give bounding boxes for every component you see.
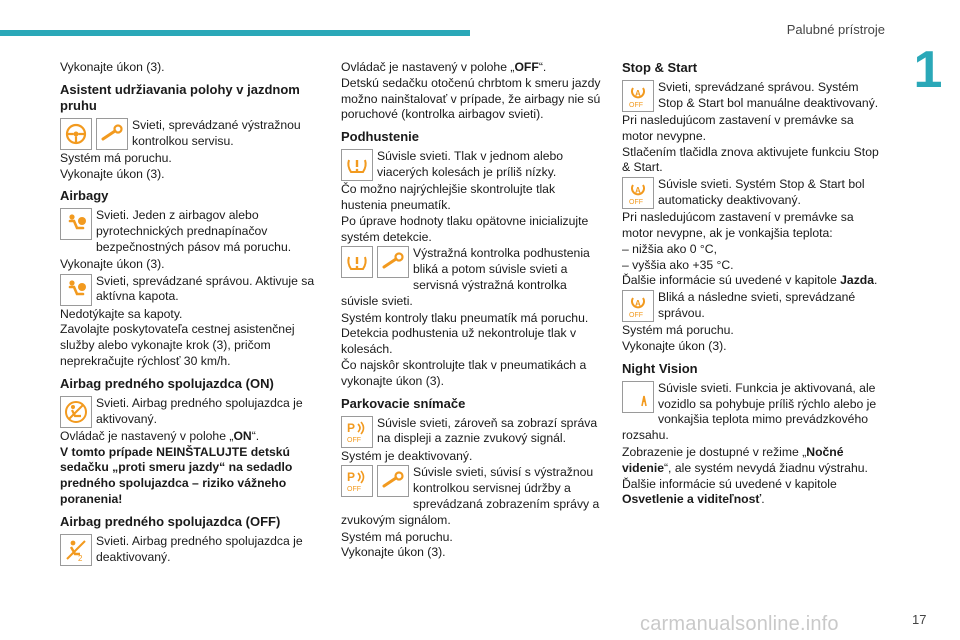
section-title-airbag-off: Airbag predného spolujazdca (OFF) bbox=[60, 513, 281, 529]
page-header-title: Palubné prístroje bbox=[786, 22, 885, 37]
icon-description: Svieti. Jeden z airbagov alebo pyrotechnických prednapínačov bezpečnostných pásov má poruchu. bbox=[96, 208, 292, 254]
svg-text:P: P bbox=[347, 470, 356, 485]
airbag-on-icon bbox=[60, 396, 92, 428]
icon-description: Výstražná kontrolka podhustenia bliká a potom súvisle svieti a servisná výstražná kontrolka súvisle svieti. bbox=[341, 246, 590, 308]
list-item: – vyššia ako +35 °C. bbox=[622, 257, 734, 272]
paragraph: Čo možno najrýchlejšie skontrolujte tlak hustenia pneumatík. bbox=[341, 182, 556, 212]
section-title-underinflation: Podhustenie bbox=[341, 129, 420, 145]
icon-description: Súvisle svieti, zároveň sa zobrazí správa na displeji a zaznie zvukový signál. bbox=[377, 415, 598, 446]
night-vision-icon bbox=[622, 381, 654, 413]
warning-entry bbox=[622, 177, 884, 209]
paragraph: Čo najskôr skontrolujte tlak v pneumatikách a vykonajte úkon (3). bbox=[341, 357, 587, 388]
paragraph: Pri nasledujúcom zastavení v premávke sa motor nevypne. bbox=[622, 113, 854, 143]
stop-start-off-icon bbox=[622, 177, 654, 209]
svg-text:OFF: OFF bbox=[629, 199, 643, 207]
icon-description: Súvisle svieti. Systém Stop & Start bol automaticky deaktivovaný. bbox=[658, 177, 865, 207]
svg-text:OFF: OFF bbox=[347, 486, 361, 494]
icon-description: Svieti. Airbag predného spolujazdca je deaktivovaný. bbox=[96, 533, 303, 564]
warning-entry bbox=[60, 208, 322, 255]
paragraph: Ďalšie informácie sú uvedené v kapitole Jazda. bbox=[622, 273, 878, 288]
paragraph: Vykonajte úkon (3). bbox=[60, 60, 165, 74]
warning-entry bbox=[341, 246, 603, 309]
svg-text:OFF: OFF bbox=[629, 102, 643, 109]
parking-sensor-off-icon bbox=[341, 465, 373, 497]
paragraph: Vykonajte úkon (3). bbox=[60, 256, 165, 271]
stop-start-off-icon bbox=[622, 290, 654, 322]
paragraph: Detskú sedačku otočenú chrbtom k smeru jazdy možno nainštalovať v prípade, že airbagy nie sú poruchové (kontrolka airbagov svieti). bbox=[341, 75, 601, 122]
svg-text:A: A bbox=[635, 186, 641, 196]
paragraph: Ovládač je nastavený v polohe „ON“. bbox=[60, 428, 260, 443]
tire-pressure-icon bbox=[341, 149, 373, 181]
svg-text:A: A bbox=[635, 89, 641, 98]
warning-entry bbox=[622, 290, 884, 322]
paragraph: Po úprave hodnoty tlaku opätovne inicializujte systém detekcie. bbox=[341, 213, 589, 244]
paragraph: Vykonajte úkon (3). bbox=[60, 166, 165, 181]
airbag-off-icon bbox=[60, 534, 92, 566]
airbag-icon bbox=[60, 274, 92, 306]
paragraph: Ovládač je nastavený v polohe „OFF“. bbox=[341, 60, 547, 74]
paragraph: Systém kontroly tlaku pneumatík má poruchu. bbox=[341, 310, 589, 325]
icon-description: Súvisle svieti. Tlak v jednom alebo viacerých kolesách je príliš nízky. bbox=[377, 149, 564, 179]
warning-entry bbox=[622, 381, 884, 444]
icon-description: Svieti, sprevádzané správou. Aktivuje sa aktívna kapota. bbox=[96, 273, 315, 304]
paragraph: Vykonajte úkon (3). bbox=[622, 338, 727, 353]
icon-description: Svieti, sprevádzané výstražnou kontrolkou servisu. bbox=[132, 117, 301, 148]
list-item: – nižšia ako 0 °C, bbox=[622, 241, 717, 256]
paragraph: Zobrazenie je dostupné v režime „Nočné videnie“, ale systém nevydá žiadnu výstrahu. bbox=[622, 444, 868, 475]
paragraph: Vykonajte úkon (3). bbox=[341, 545, 446, 560]
section-title-airbag-on: Airbag predného spolujazdca (ON) bbox=[60, 375, 274, 391]
svg-text:A: A bbox=[635, 299, 641, 309]
section-title-night-vision: Night Vision bbox=[622, 360, 698, 376]
paragraph: Systém má poruchu. bbox=[622, 323, 734, 338]
wrench-icon bbox=[96, 118, 128, 150]
icon-description: Súvisle svieti, súvisí s výstražnou kontrolkou servisnej údržby a sprevádzaná zobrazením správy a zvukovým signálom. bbox=[341, 465, 600, 527]
svg-text:P: P bbox=[347, 420, 356, 435]
paragraph: Systém je deaktivovaný. bbox=[341, 448, 473, 463]
section-title-airbags: Airbagy bbox=[60, 188, 109, 204]
parking-sensor-off-icon bbox=[341, 416, 373, 448]
wrench-icon bbox=[377, 246, 409, 278]
section-title-parking-sensors: Parkovacie snímače bbox=[341, 395, 466, 411]
paragraph: Detekcia podhustenia už nekontroluje tlak v kolesách. bbox=[341, 326, 577, 357]
paragraph: Systém má poruchu. bbox=[60, 150, 172, 165]
warning-entry bbox=[60, 118, 322, 150]
icon-description: Svieti, sprevádzané správou. Systém Stop & Start bol manuálne deaktivovaný. bbox=[658, 80, 879, 110]
warning-entry bbox=[341, 149, 603, 181]
stop-start-off-icon bbox=[622, 80, 654, 112]
column-3 bbox=[622, 60, 884, 508]
wrench-icon bbox=[377, 465, 409, 497]
warning-entry bbox=[622, 80, 884, 112]
paragraph: Stlačením tlačidla znova aktivujete funkciu Stop & Start. bbox=[622, 144, 879, 175]
header-accent-bar bbox=[0, 30, 470, 36]
warning-entry bbox=[60, 534, 322, 566]
section-title-lane-assist: Asistent udržiavania polohy v jazdnom pruhu bbox=[60, 81, 300, 113]
paragraph: Zavolajte poskytovateľa cestnej asistenčnej služby alebo vykonajte krok (3), pričom neprekračujte rýchlosť 30 km/h. bbox=[60, 322, 295, 368]
watermark: carmanualsonline.info bbox=[640, 613, 839, 635]
paragraph: Systém má poruchu. bbox=[341, 529, 453, 544]
warning-entry bbox=[341, 465, 603, 528]
steering-wheel-icon bbox=[60, 118, 92, 150]
chapter-tab bbox=[896, 40, 960, 100]
paragraph: Pri nasledujúcom zastavení v premávke sa motor nevypne, ak je vonkajšia teplota: bbox=[622, 210, 854, 240]
tire-pressure-icon bbox=[341, 246, 373, 278]
warning-entry bbox=[60, 396, 322, 428]
chapter-number: 1 bbox=[913, 41, 943, 99]
icon-description: Svieti. Airbag predného spolujazdca je aktivovaný. bbox=[96, 395, 303, 426]
icon-description: Bliká a následne svieti, sprevádzané správou. bbox=[658, 290, 856, 320]
warning-paragraph: V tomto prípade NEINŠTALUJTE detskú sedačku „proti smeru jazdy“ na sedadlo predného spolujazdca – riziko vážneho poranenia! bbox=[60, 444, 293, 506]
warning-entry bbox=[341, 416, 603, 448]
icon-description: Súvisle svieti. Funkcia je aktivovaná, ale vozidlo sa pohybuje príliš rýchlo alebo je vonkajšia teplota mimo prevádzkového rozsahu. bbox=[622, 380, 877, 443]
paragraph: Ďalšie informácie sú uvedené v kapitole Osvetlenie a viditeľnosť. bbox=[622, 476, 837, 507]
warning-entry bbox=[60, 274, 322, 306]
page-number: 17 bbox=[912, 612, 927, 627]
svg-text:2: 2 bbox=[78, 553, 83, 563]
airbag-icon bbox=[60, 208, 92, 240]
column-2 bbox=[341, 60, 603, 561]
paragraph: Nedotýkajte sa kapoty. bbox=[60, 306, 183, 321]
column-1 bbox=[60, 60, 322, 567]
svg-text:OFF: OFF bbox=[629, 312, 643, 320]
svg-text:OFF: OFF bbox=[347, 436, 361, 444]
section-title-stop-start: Stop & Start bbox=[622, 60, 698, 75]
